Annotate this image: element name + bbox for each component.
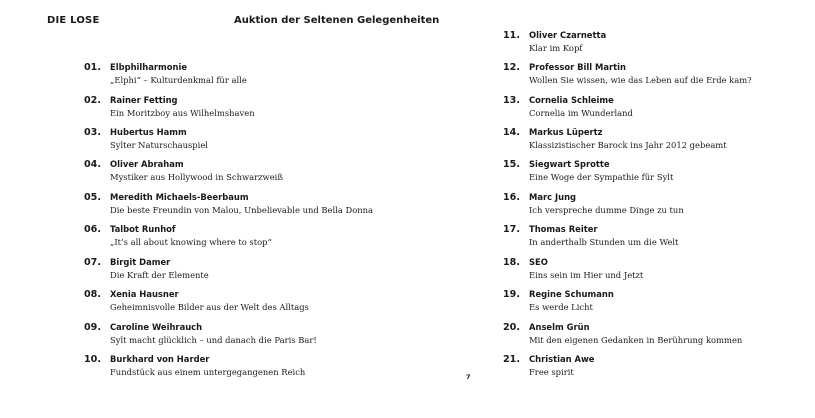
lot-title: Klar im Kopf [529,43,583,53]
lot-item [84,322,384,350]
lot-artist: Birgit Damer [110,257,171,267]
lot-item [503,62,803,90]
lot-number: 02. [84,95,101,106]
lot-title: Eine Woge der Sympathie für Sylt [529,172,674,182]
lot-title: „It’s all about knowing where to stop“ [110,237,272,247]
lot-artist: Oliver Czarnetta [529,30,607,40]
lot-number: 14. [503,127,520,138]
lot-number: 04. [84,159,101,170]
lot-item [503,257,803,285]
lot-item [503,127,803,155]
lot-title: Ein Moritzboy aus Wilhelmshaven [110,108,255,118]
lot-artist: Rainer Fetting [110,95,178,105]
lot-title: Geheimnisvolle Bilder aus der Welt des Alltags [110,302,309,312]
lot-artist: Anselm Grün [529,322,590,332]
lot-number: 12. [503,62,520,73]
lot-title: Mit den eigenen Gedanken in Berührung kommen [529,335,743,345]
lot-title: In anderthalb Stunden um die Welt [529,237,679,247]
lot-artist: Xenia Hausner [110,289,179,299]
page-number: 7 [466,373,471,381]
lot-artist: Professor Bill Martin [529,62,626,72]
lot-item [503,224,803,252]
lot-title: Cornelia im Wunderland [529,108,633,118]
lot-artist: Marc Jung [529,192,577,202]
lot-item [84,159,384,187]
lot-number: 17. [503,224,520,235]
lot-number: 13. [503,95,520,106]
lot-number: 21. [503,354,520,365]
lot-item [84,62,384,90]
lot-artist: Burkhard von Harder [110,354,210,364]
section-heading: DIE LOSE [47,15,100,26]
lot-artist: Regine Schumann [529,289,614,299]
lot-title: Sylt macht glücklich – und danach die Paris Bar! [110,335,317,345]
lot-number: 03. [84,127,101,138]
lot-number: 16. [503,192,520,203]
lot-number: 18. [503,257,520,268]
lot-item [503,322,803,350]
lot-item [84,354,384,382]
lot-number: 20. [503,322,520,333]
lot-title: Sylter Naturschauspiel [110,140,208,150]
lot-item [84,224,384,252]
lot-artist: Oliver Abraham [110,159,184,169]
lot-item [84,95,384,123]
lot-item [84,257,384,285]
lot-title: Es werde Licht [529,302,593,312]
auction-title: Auktion der Seltenen Gelegenheiten [234,15,440,26]
lot-artist: Markus Lüpertz [529,127,603,137]
lot-number: 10. [84,354,101,365]
lot-item [503,289,803,317]
lot-artist: Caroline Weihrauch [110,322,203,332]
lot-number: 09. [84,322,101,333]
lot-title: Die beste Freundin von Malou, Unbelievable und Bella Donna [110,205,374,215]
lot-title: Fundstück aus einem untergegangenen Reich [110,367,306,377]
lot-item [84,127,384,155]
lot-item [84,289,384,317]
lot-artist: Cornelia Schleime [529,95,614,105]
lot-item [503,30,803,58]
lot-item [84,192,384,220]
lot-item [503,192,803,220]
lot-title: Klassizistischer Barock ins Jahr 2012 gebeamt [529,140,727,150]
lot-artist: Meredith Michaels-Beerbaum [110,192,249,202]
lot-title: Eins sein im Hier und Jetzt [529,270,644,280]
lot-artist: Siegwart Sprotte [529,159,610,169]
lot-artist: Christian Awe [529,354,595,364]
lot-title: „Elphi“ – Kulturdenkmal für alle [110,75,247,85]
lot-artist: SEO [529,257,548,267]
lot-title: Die Kraft der Elemente [110,270,209,280]
lot-artist: Talbot Runhof [110,224,176,234]
lot-title: Ich verspreche dumme Dinge zu tun [529,205,684,215]
lot-number: 19. [503,289,520,300]
lot-item [503,95,803,123]
lot-number: 01. [84,62,101,73]
lot-number: 07. [84,257,101,268]
lot-artist: Hubertus Hamm [110,127,187,137]
lot-artist: Thomas Reiter [529,224,598,234]
lot-artist: Elbphilharmonie [110,62,188,72]
lot-title: Wollen Sie wissen, wie das Leben auf die Erde kam? [529,75,752,85]
lot-number: 15. [503,159,520,170]
lot-title: Mystiker aus Hollywood in Schwarzweiß [110,172,283,182]
lot-number: 08. [84,289,101,300]
lot-item [503,159,803,187]
lot-title: Free spirit [529,367,574,377]
lot-number: 05. [84,192,101,203]
lot-item [503,354,803,382]
lot-number: 06. [84,224,101,235]
lot-number: 11. [503,30,520,41]
